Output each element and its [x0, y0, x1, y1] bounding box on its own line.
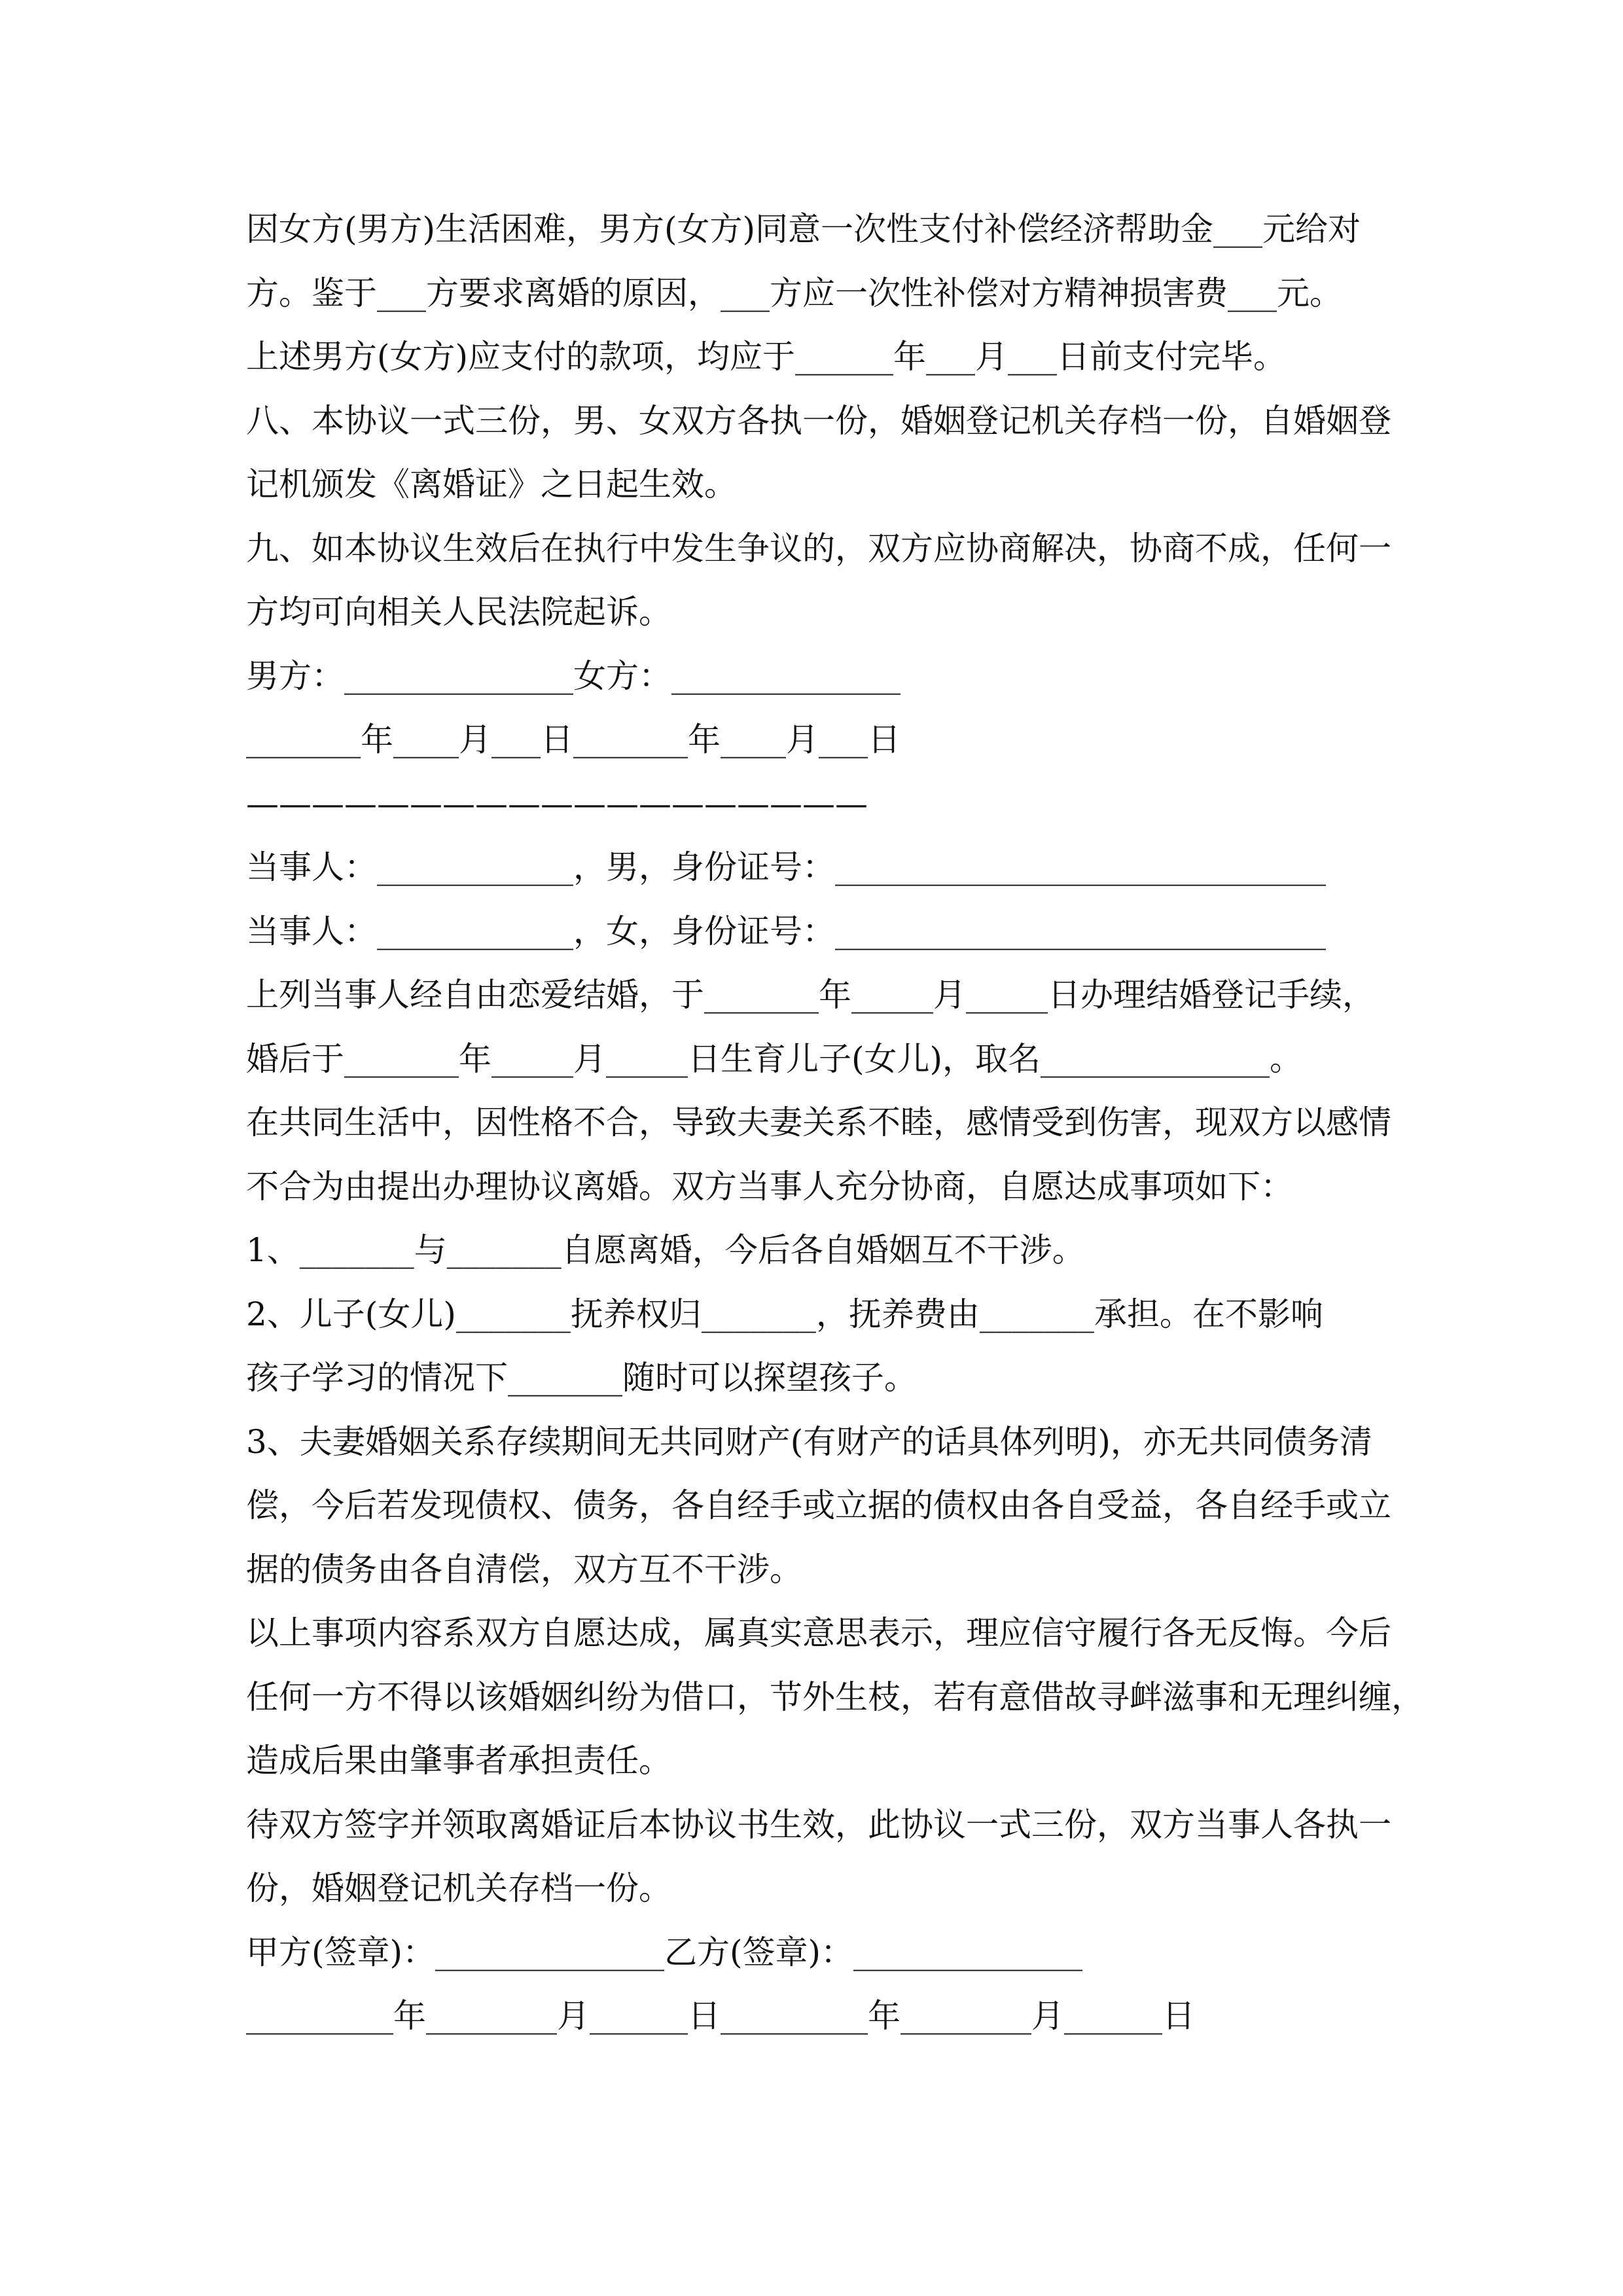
item-2: 2、儿子(女儿)_______抚养权归_______，抚养费由_______承担。在不影响 [246, 1295, 1323, 1333]
signature-line: 甲方(签章)：______________乙方(签章)：______________ [246, 1933, 1083, 1971]
text-line: 待双方签字并领取离婚证后本协议书生效，此协议一式三份，双方当事人各执一 [246, 1805, 1391, 1844]
agreement-page [246, 198, 1424, 2049]
date-line: _________年________月______日_________年________月______日 [246, 1997, 1195, 2035]
clause-8: 八、本协议一式三份，男、女双方各执一份，婚姻登记机关存档一份，自婚姻登 [246, 401, 1391, 440]
item-1: 1、_______与_______自愿离婚，今后各自婚姻互不干涉。 [246, 1231, 1085, 1269]
text-line: 上列当事人经自由恋爱结婚，于_______年_____月_____日办理结婚登记手续， [246, 976, 1375, 1014]
clause-9: 九、如本协议生效后在执行中发生争议的，双方应协商解决，协商不成，任何一 [246, 529, 1391, 567]
text-line: 方。鉴于___方要求离婚的原因，___方应一次性补偿对方精神损害费___元。 [246, 274, 1342, 312]
text-line: 方均可向相关人民法院起诉。 [246, 593, 671, 631]
text-line: 任何一方不得以该婚姻纠纷为借口，节外生枝，若有意借故寻衅滋事和无理纠缠， [246, 1677, 1424, 1716]
text-line: 孩子学习的情况下_______随时可以探望孩子。 [246, 1359, 917, 1397]
text-line: 上述男方(女方)应支付的款项，均应于______年___月___日前支付完毕。 [246, 338, 1287, 376]
text-line: 因女方(男方)生活困难，男方(女方)同意一次性支付补偿经济帮助金___元给对 [246, 210, 1361, 248]
signature-line: 男方：______________女方：______________ [246, 656, 901, 695]
text-line: 据的债务由各自清偿，双方互不干涉。 [246, 1550, 802, 1588]
party-female-line: 当事人：____________，女，身份证号：______________________________ [246, 912, 1326, 950]
party-male-line: 当事人：____________，男，身份证号：______________________________ [246, 848, 1326, 886]
text-line: 在共同生活中，因性格不合，导致夫妻关系不睦，感情受到伤害，现双方以感情 [246, 1103, 1391, 1141]
text-line: 造成后果由肇事者承担责任。 [246, 1742, 671, 1780]
item-3: 3、夫妻婚姻关系存续期间无共同财产(有财产的话具体列明)，亦无共同债务清 [246, 1422, 1372, 1461]
text-line: 婚后于_______年_____月_____日生育儿子(女儿)，取名______________。 [246, 1039, 1303, 1078]
text-line: 偿，今后若发现债权、债务，各自经手或立据的债权由各自受益，各自经手或立 [246, 1486, 1391, 1524]
text-line: 份，婚姻登记机关存档一份。 [246, 1869, 671, 1907]
text-line: 不合为由提出办理协议离婚。双方当事人充分协商，自愿达成事项如下： [246, 1167, 1293, 1206]
separator-line: ——————————————————— [246, 784, 868, 823]
text-line: 以上事项内容系双方自愿达成，属真实意思表示，理应信守履行各无反悔。今后 [246, 1614, 1391, 1652]
text-line: 记机颁发《离婚证》之日起生效。 [246, 465, 737, 503]
date-line: _______年____月___日_______年____月___日 [246, 721, 901, 759]
